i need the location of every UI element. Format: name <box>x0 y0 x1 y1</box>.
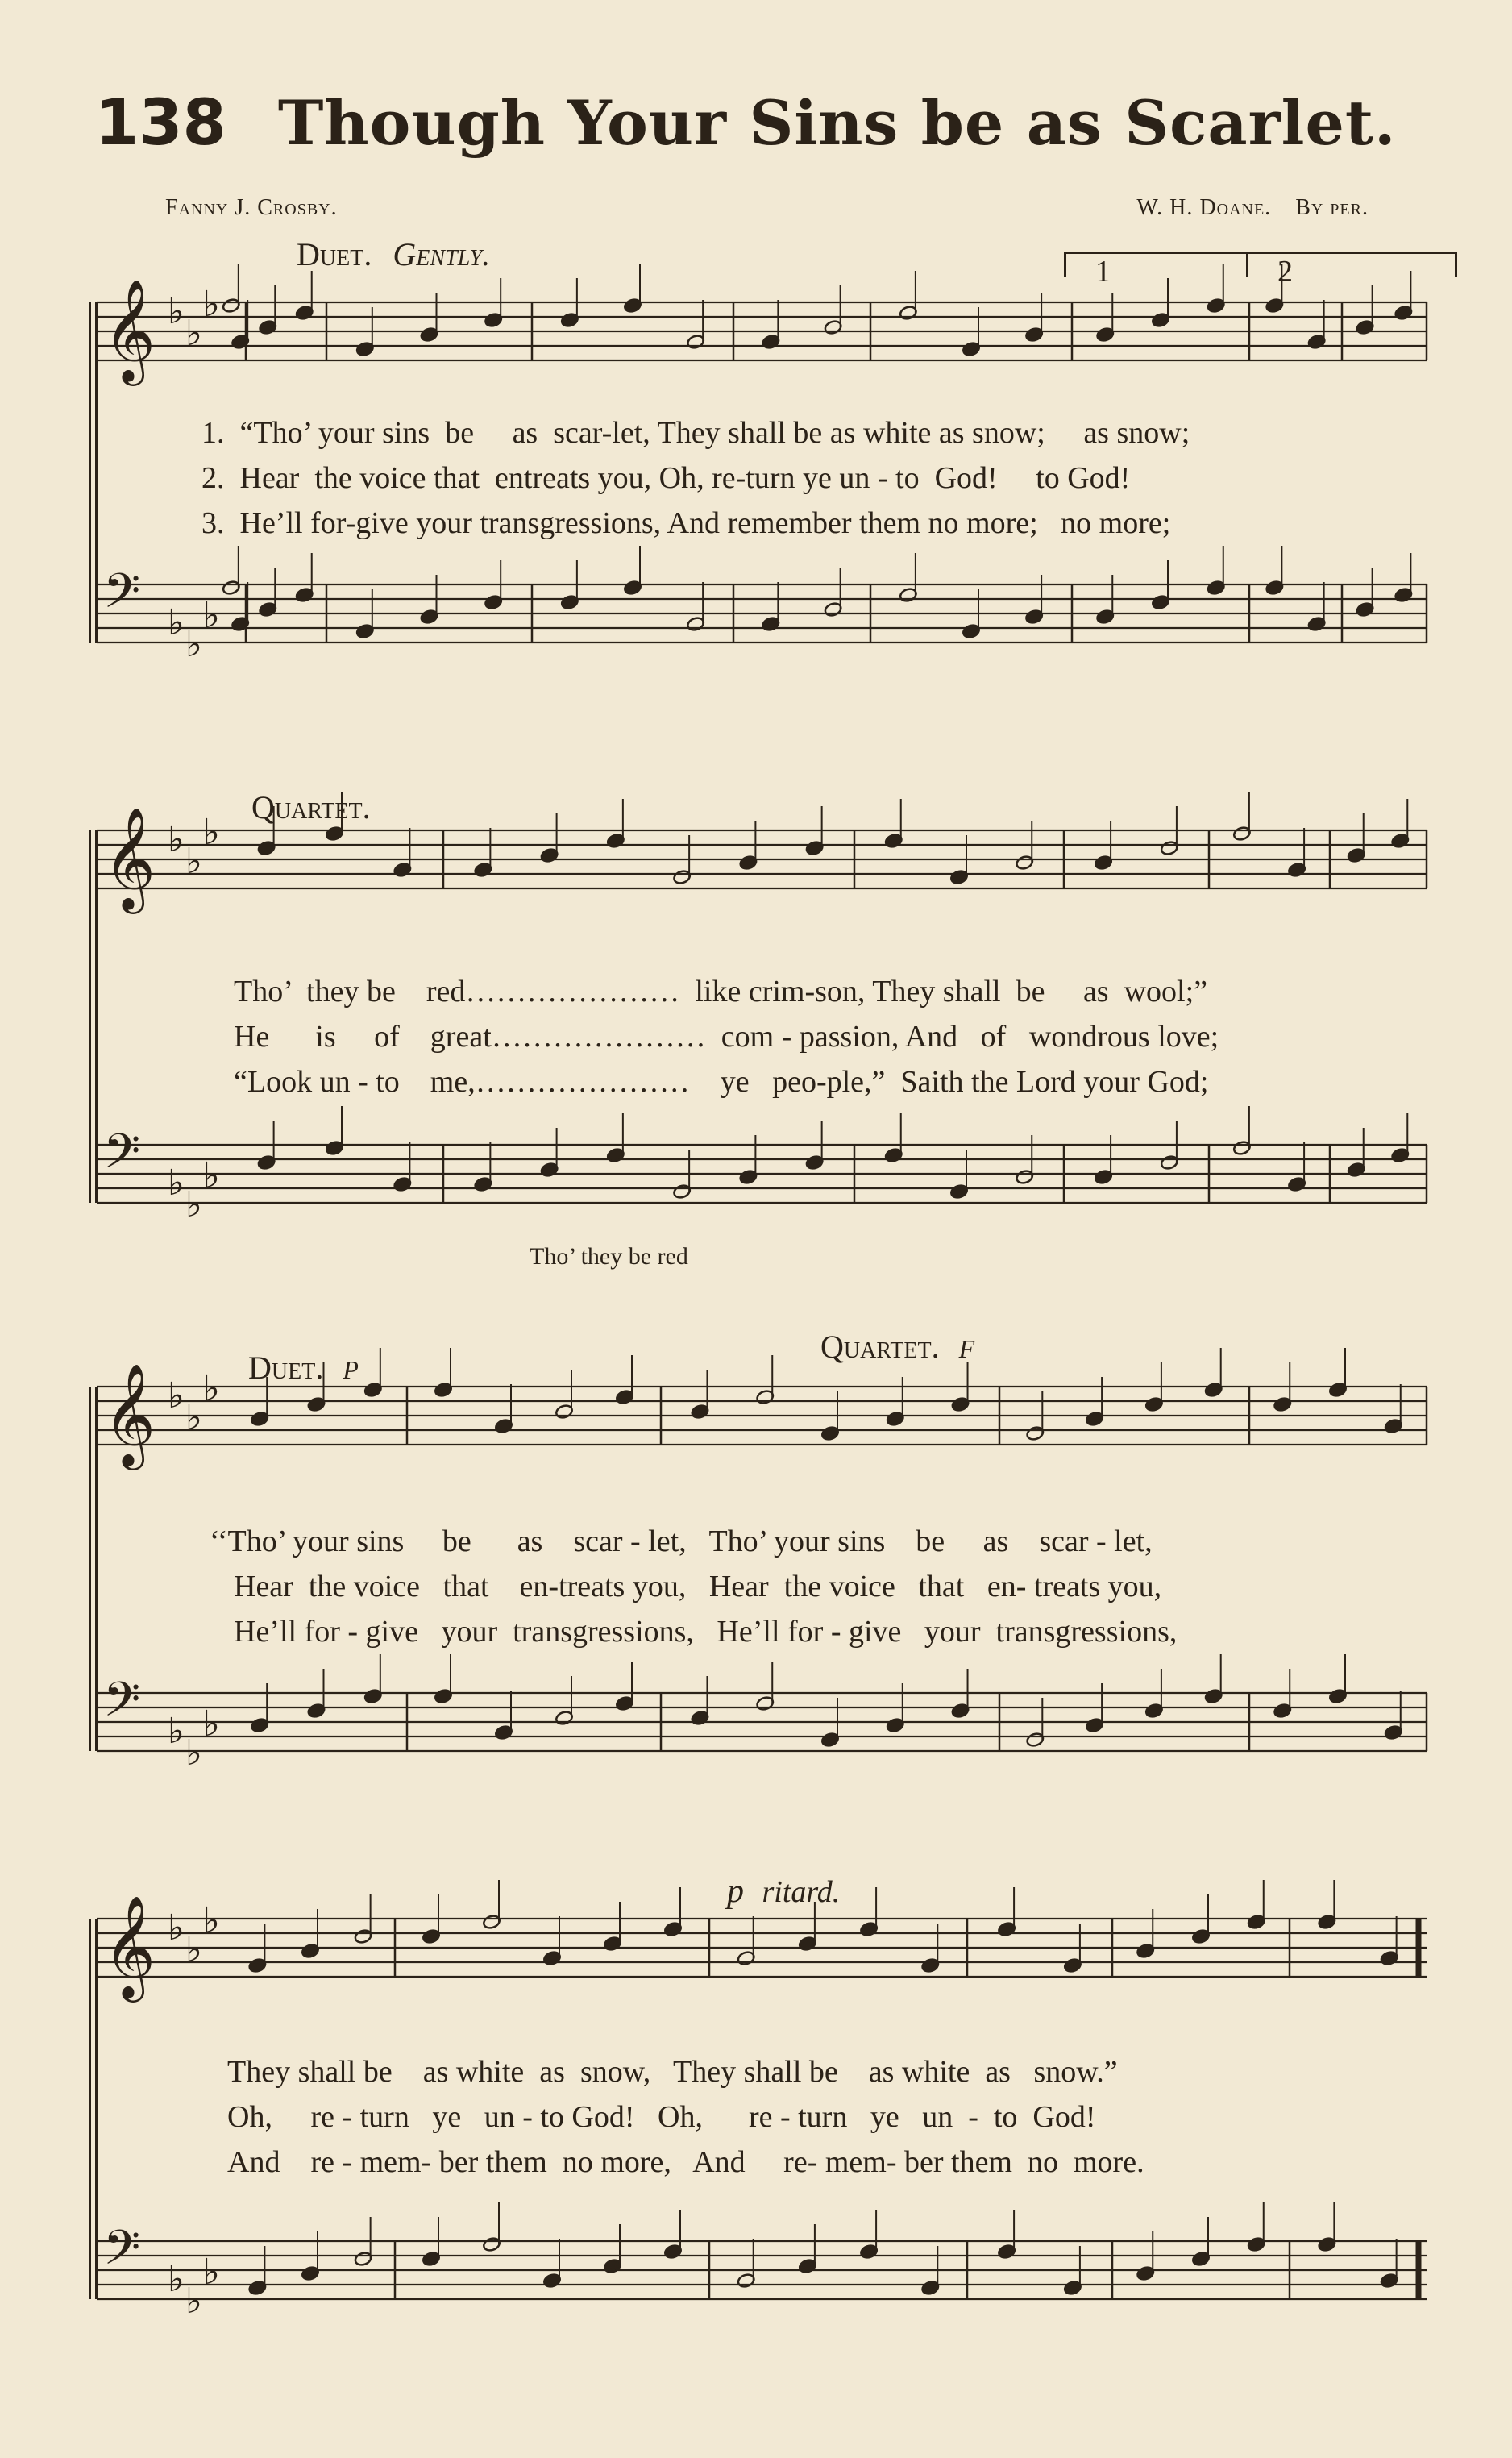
first-ending <box>1064 252 1273 289</box>
flat-sign-icon: ♭ <box>203 1155 220 1196</box>
system4-direction <box>727 1872 840 1911</box>
dynamic-piano: p <box>343 1345 359 1387</box>
bass-clef-icon: 𝄢 <box>103 1123 141 1191</box>
dynamic-piano: p <box>727 1873 744 1910</box>
treble-clef-icon: 𝄞 <box>103 806 156 909</box>
flat-sign-icon: ♭ <box>203 1900 220 1941</box>
lyric-verse-2: Oh, re - turn ye un - to God! Oh, re - turn ye un - to God! <box>227 2100 1096 2134</box>
duet-label: Duet. <box>248 1350 324 1386</box>
lyric-verse-3: He’ll for - give your transgressions, He’ll for - give your transgressions, <box>234 1615 1178 1649</box>
hymn-title: Though Your Sins be as Scarlet. <box>277 87 1397 159</box>
lyricist-credit: Fanny J. Crosby. <box>165 195 338 220</box>
flat-sign-icon: ♭ <box>185 1184 202 1225</box>
lyric-verse-1: They shall be as white as snow, They shall be as white as snow.” <box>227 2055 1118 2089</box>
second-ending-number: 2 <box>1277 255 1293 289</box>
bass-staff <box>97 1106 1427 1225</box>
lyric-verse-1: 1. “Tho’ your sins be as scar-let, They shall be as white as snow; as snow; <box>201 416 1190 450</box>
lyric-verse-1: Tho’ they be red………………… like crim-son, They shall be as wool;” <box>234 975 1208 1009</box>
flat-sign-icon: ♭ <box>185 313 202 354</box>
composer-credit <box>1136 195 1369 221</box>
flat-sign-icon: ♭ <box>185 2281 202 2322</box>
flat-sign-icon: ♭ <box>168 291 185 332</box>
flat-sign-icon: ♭ <box>168 602 185 643</box>
flat-sign-icon: ♭ <box>168 819 185 860</box>
hymn-number: 138 <box>95 87 226 160</box>
flat-sign-icon: ♭ <box>168 1711 185 1752</box>
flat-sign-icon: ♭ <box>168 2259 185 2300</box>
flat-sign-icon: ♭ <box>185 624 202 665</box>
treble-staff <box>97 264 1427 386</box>
ritard-marking: ritard. <box>762 1875 841 1909</box>
flat-sign-icon: ♭ <box>203 1368 220 1409</box>
flat-sign-icon: ♭ <box>203 284 220 325</box>
treble-clef-icon: 𝄞 <box>103 1362 156 1466</box>
quartet-label: Quartet. <box>251 789 371 826</box>
system3-direction <box>248 1345 359 1387</box>
flat-sign-icon: ♭ <box>203 595 220 636</box>
flat-sign-icon: ♭ <box>203 2252 220 2293</box>
system1-direction <box>297 235 490 273</box>
bass-staff <box>97 546 1427 665</box>
system1-notation <box>97 278 1427 705</box>
lyric-verse-3: 3. He’ll for-give your transgressions, And remember them no more; no more; <box>201 506 1171 540</box>
bass-clef-icon: 𝄢 <box>103 563 141 630</box>
lyric-verse-1: ‘‘Tho’ your sins be as scar - let, Tho’ your sins be as scar - let, <box>210 1524 1153 1558</box>
bass-clef-icon: 𝄢 <box>103 1671 141 1739</box>
flat-sign-icon: ♭ <box>168 1907 185 1949</box>
flat-sign-icon: ♭ <box>203 1703 220 1745</box>
flat-sign-icon: ♭ <box>168 1375 185 1416</box>
first-ending-number: 1 <box>1095 255 1111 289</box>
bass-clef-icon: 𝄢 <box>103 2219 141 2287</box>
system3-direction2 <box>820 1324 974 1366</box>
treble-clef-icon: 𝄞 <box>103 1894 156 1998</box>
hymn-header <box>95 87 1396 160</box>
system-1 <box>97 278 1427 705</box>
flat-sign-icon: ♭ <box>185 1397 202 1438</box>
lyric-verse-3: And re - mem- ber them no more, And re- mem- ber them no more. <box>227 2145 1144 2179</box>
treble-clef-icon: 𝄞 <box>103 278 156 381</box>
tempo-marking: Gently. <box>393 236 491 272</box>
system-4 <box>97 1894 1427 2370</box>
lyric-verse-2: He is of great………………… com - passion, And of wondrous love; <box>234 1020 1219 1054</box>
bass-staff <box>97 2202 1427 2322</box>
quartet-label: Quartet. <box>820 1329 940 1365</box>
composer-name: W. H. Doane. <box>1136 195 1272 220</box>
second-ending <box>1246 252 1457 289</box>
lyric-verse-2: 2. Hear the voice that entreats you, Oh, re-turn ye un - to God! to God! <box>201 461 1131 495</box>
bass-staff <box>97 1654 1427 1774</box>
flat-sign-icon: ♭ <box>203 812 220 853</box>
flat-sign-icon: ♭ <box>185 1732 202 1774</box>
dynamic-forte: f <box>958 1325 975 1366</box>
lyric-verse-3: “Look un - to me,………………… ye peo-ple,” Saith the Lord your God; <box>234 1065 1209 1099</box>
flat-sign-icon: ♭ <box>168 1162 185 1204</box>
bass-underlay: Tho’ they be red <box>530 1243 688 1270</box>
lyric-verse-2: Hear the voice that en-treats you, Hear the voice that en- treats you, <box>234 1570 1162 1603</box>
flat-sign-icon: ♭ <box>185 1929 202 1970</box>
flat-sign-icon: ♭ <box>185 841 202 882</box>
duet-label: Duet. <box>297 236 372 272</box>
permission-note: By per. <box>1295 195 1369 220</box>
